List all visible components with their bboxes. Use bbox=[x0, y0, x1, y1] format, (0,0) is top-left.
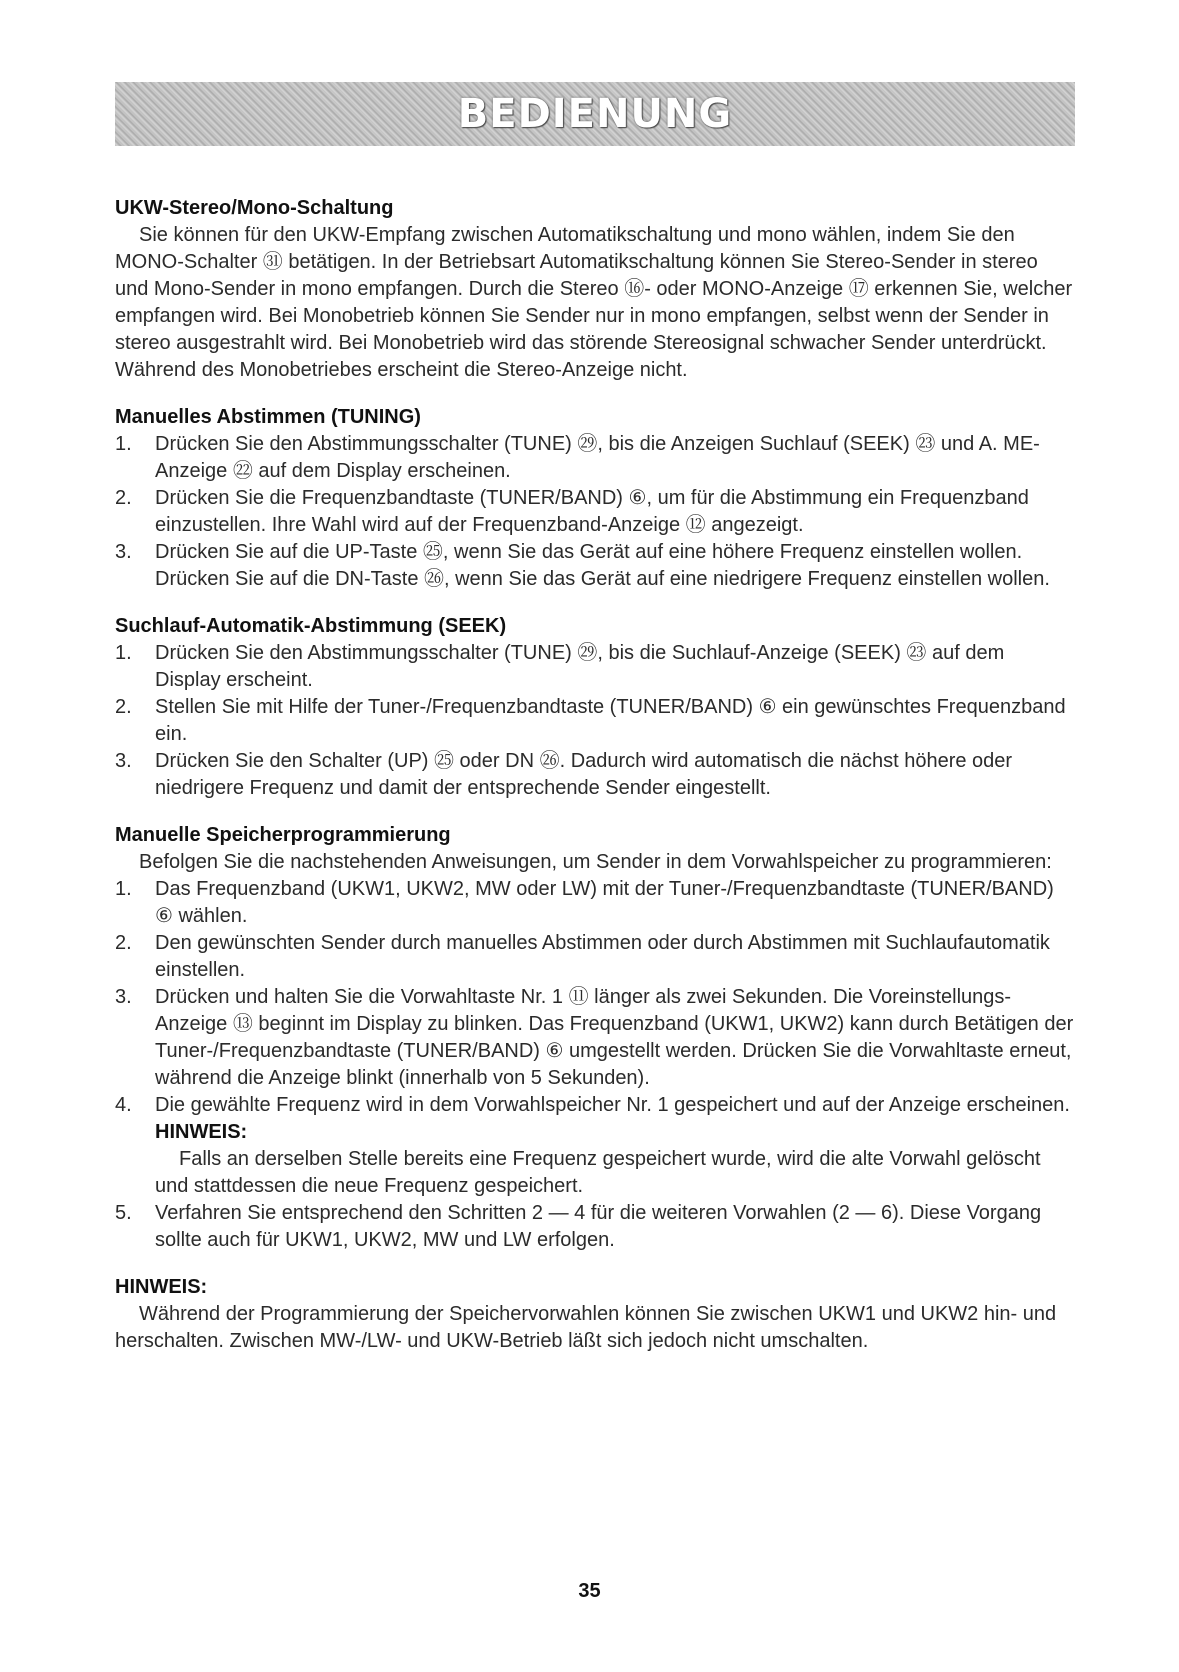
item-text: Drücken und halten Sie die Vorwahltaste Nr. 1 ⑪ länger als zwei Sekunden. Die Voreinstellungs-Anzeige ⑬ beginnt im Display zu blinken. Das Frequenzband (UKW1, UKW2) kann durch Betätigen der Tuner-/Frequenzbandtaste (TUNER/BAND) ⑥ umgestellt werden. Drücken Sie die Vorwahltaste erneut, während die Anzeige blinkt (innerhalb von 5 Sekunden). bbox=[155, 986, 1074, 1089]
list-item bbox=[115, 485, 1075, 539]
step-list bbox=[115, 431, 1075, 593]
list-item bbox=[115, 748, 1075, 802]
step-list bbox=[115, 876, 1075, 1119]
list-item bbox=[115, 539, 1075, 593]
section-heading: Manuelles Abstimmen (TUNING) bbox=[115, 406, 421, 428]
item-text: Drücken Sie auf die UP-Taste ㉕, wenn Sie das Gerät auf eine höhere Frequenz einstellen wollen. Drücken Sie auf die DN-Taste ㉖, wenn Sie das Gerät auf eine niedrigere Frequenz einstellen wollen. bbox=[155, 541, 1050, 590]
section-stereo-mono bbox=[115, 195, 1075, 384]
item-number: 3. bbox=[115, 541, 132, 563]
item-text: Drücken Sie den Abstimmungsschalter (TUNE) ㉙, bis die Anzeigen Suchlauf (SEEK) ㉓ und A. ME-Anzeige ㉒ auf dem Display erscheinen. bbox=[155, 433, 1040, 482]
section-heading: Manuelle Speicherprogrammierung bbox=[115, 824, 451, 846]
page-number: 35 bbox=[578, 1580, 601, 1602]
item-text: Verfahren Sie entsprechend den Schritten 2 — 4 für die weiteren Vorwahlen (2 — 6). Diese Vorgang sollte auch für UKW1, UKW2, MW und LW erfolgen. bbox=[155, 1202, 1042, 1251]
section-memory-programming bbox=[115, 822, 1075, 1254]
note-box bbox=[115, 1119, 1075, 1200]
list-item bbox=[115, 984, 1075, 1092]
item-number: 3. bbox=[115, 750, 132, 772]
item-number: 5. bbox=[115, 1202, 132, 1224]
item-number: 1. bbox=[115, 642, 132, 664]
item-text: Drücken Sie die Frequenzbandtaste (TUNER/BAND) ⑥, um für die Abstimmung ein Frequenzband einzustellen. Ihre Wahl wird auf der Frequenzband-Anzeige ⑫ angezeigt. bbox=[155, 487, 1029, 536]
page-title: BEDIENUNG bbox=[457, 91, 733, 137]
item-number: 2. bbox=[115, 932, 132, 954]
section-manual-tuning bbox=[115, 404, 1075, 593]
item-text: Drücken Sie den Abstimmungsschalter (TUNE) ㉙, bis die Suchlauf-Anzeige (SEEK) ㉓ auf dem Display erscheint. bbox=[155, 642, 1005, 691]
item-text: Das Frequenzband (UKW1, UKW2, MW oder LW) mit der Tuner-/Frequenzbandtaste (TUNER/BAND) ⑥ wählen. bbox=[155, 878, 1054, 927]
paragraph: Sie können für den UKW-Empfang zwischen Automatikschaltung und mono wählen, indem Sie den MONO-Schalter ㉛ betätigen. In der Betriebsart Automatikschaltung können Sie Stereo-Sender in stereo und Mono-Sender in mono empfangen. Durch die Stereo ⑯- oder MONO-Anzeige ⑰ erkennen Sie, welcher empfangen wird. Bei Monobetrieb können Sie Sender nur in mono empfangen, selbst wenn der Sender in stereo ausgestrahlt wird. Bei Monobetrieb wird das störende Stereosignal schwacher Sender unterdrückt. Während des Monobetriebes erscheint die Stereo-Anzeige nicht. bbox=[115, 224, 1073, 381]
item-number: 4. bbox=[115, 1094, 132, 1116]
note-label: HINWEIS: bbox=[115, 1276, 208, 1298]
note-label: HINWEIS: bbox=[155, 1121, 248, 1143]
paragraph: Befolgen Sie die nachstehenden Anweisungen, um Sender in dem Vorwahlspeicher zu programmieren: bbox=[139, 851, 1052, 873]
note-text: Falls an derselben Stelle bereits eine Frequenz gespeichert wurde, wird die alte Vorwahl gelöscht und stattdessen die neue Frequenz gespeichert. bbox=[155, 1148, 1041, 1197]
step-list bbox=[115, 1200, 1075, 1254]
list-item bbox=[115, 876, 1075, 930]
list-item bbox=[115, 1092, 1075, 1119]
item-text: Die gewählte Frequenz wird in dem Vorwahlspeicher Nr. 1 gespeichert und auf der Anzeige erscheinen. bbox=[155, 1094, 1070, 1116]
item-number: 2. bbox=[115, 696, 132, 718]
item-number: 2. bbox=[115, 487, 132, 509]
item-text: Stellen Sie mit Hilfe der Tuner-/Frequenzbandtaste (TUNER/BAND) ⑥ ein gewünschtes Frequenzband ein. bbox=[155, 696, 1066, 745]
item-text: Drücken Sie den Schalter (UP) ㉕ oder DN ㉖. Dadurch wird automatisch die nächst höhere oder niedrigere Frequenz und damit der entsprechende Sender eingestellt. bbox=[155, 750, 1013, 799]
item-number: 1. bbox=[115, 878, 132, 900]
list-item bbox=[115, 431, 1075, 485]
item-number: 3. bbox=[115, 986, 132, 1008]
header-banner bbox=[115, 82, 1075, 146]
step-list bbox=[115, 640, 1075, 802]
list-item bbox=[115, 640, 1075, 694]
section-heading: UKW-Stereo/Mono-Schaltung bbox=[115, 197, 394, 219]
item-text: Den gewünschten Sender durch manuelles Abstimmen oder durch Abstimmen mit Suchlaufautomatik einstellen. bbox=[155, 932, 1050, 981]
list-item bbox=[115, 930, 1075, 984]
list-item bbox=[115, 694, 1075, 748]
section-seek bbox=[115, 613, 1075, 802]
item-number: 1. bbox=[115, 433, 132, 455]
section-heading: Suchlauf-Automatik-Abstimmung (SEEK) bbox=[115, 615, 507, 637]
list-item bbox=[115, 1200, 1075, 1254]
document-body bbox=[115, 195, 1075, 1375]
final-note bbox=[115, 1274, 1075, 1355]
note-text: Während der Programmierung der Speichervorwahlen können Sie zwischen UKW1 und UKW2 hin- und herschalten. Zwischen MW-/LW- und UKW-Betrieb läßt sich jedoch nicht umschalten. bbox=[115, 1303, 1057, 1352]
